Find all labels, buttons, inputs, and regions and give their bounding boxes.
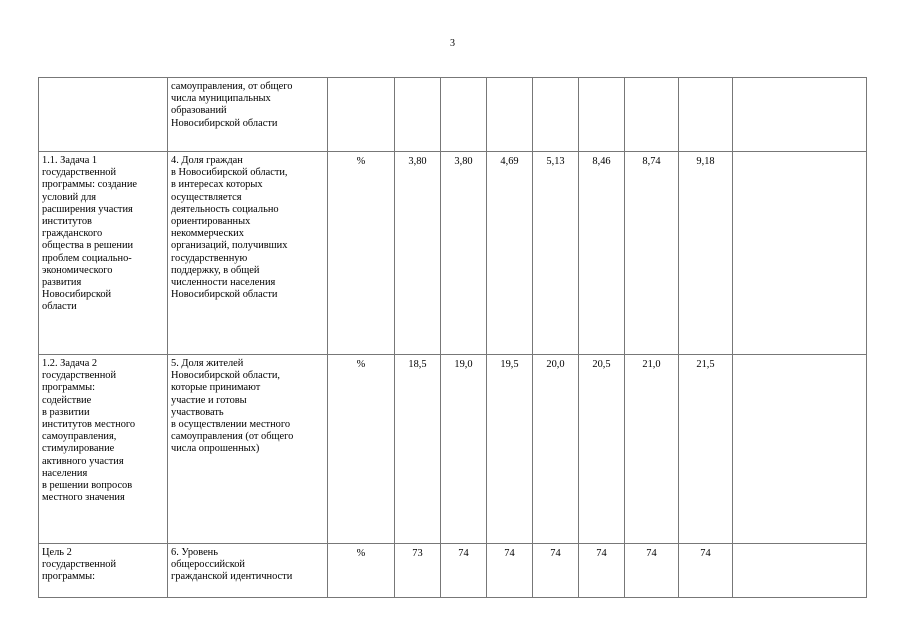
value-cell: 9,18 <box>679 152 733 355</box>
indicator-cell: 5. Доля жителей Новосибирской области, которые принимают участие и готовы участвовать в осуществлении местного самоуправления (от общего числа опрошенных) <box>168 355 328 544</box>
value-cell: 21,5 <box>679 355 733 544</box>
goal-cell: 1.1. Задача 1 государственной программы: создание условий для расширения участия институтов гражданского общества в решении проблем социально- экономического развития Новосибирской области <box>39 152 168 355</box>
unit-cell: % <box>328 355 395 544</box>
value-cell: 74 <box>441 544 487 598</box>
value-cell: 74 <box>679 544 733 598</box>
unit-cell: % <box>328 152 395 355</box>
note-cell <box>733 152 867 355</box>
indicator-cell: 6. Уровень общероссийской гражданской идентичности <box>168 544 328 598</box>
indicators-table <box>38 77 867 598</box>
indicator-cell: 4. Доля граждан в Новосибирской области, в интересах которых осуществляется деятельность социально ориентированных некоммерческих организаций, получивших государственную поддержку, в общей численности населения Новосибирской области <box>168 152 328 355</box>
value-cell: 73 <box>395 544 441 598</box>
value-cell: 5,13 <box>533 152 579 355</box>
goal-cell: 1.2. Задача 2 государственной программы: содействие в развитии институтов местного самоуправления, стимулирование активного участия населения в решении вопросов местного значения <box>39 355 168 544</box>
value-cell: 74 <box>533 544 579 598</box>
value-cell: 8,46 <box>579 152 625 355</box>
table-row <box>39 355 867 544</box>
value-cell: 18,5 <box>395 355 441 544</box>
value-cell: 19,5 <box>487 355 533 544</box>
page-number: 3 <box>450 38 455 49</box>
value-cell <box>441 78 487 152</box>
goal-cell: Цель 2 государственной программы: <box>39 544 168 598</box>
goal-cell <box>39 78 168 152</box>
value-cell <box>395 78 441 152</box>
value-cell: 21,0 <box>625 355 679 544</box>
value-cell <box>533 78 579 152</box>
value-cell <box>487 78 533 152</box>
unit-cell <box>328 78 395 152</box>
value-cell: 20,0 <box>533 355 579 544</box>
table-row <box>39 78 867 152</box>
value-cell <box>679 78 733 152</box>
table-row <box>39 544 867 598</box>
value-cell: 3,80 <box>441 152 487 355</box>
value-cell: 20,5 <box>579 355 625 544</box>
value-cell: 74 <box>487 544 533 598</box>
table-row <box>39 152 867 355</box>
value-cell <box>625 78 679 152</box>
note-cell <box>733 355 867 544</box>
value-cell <box>579 78 625 152</box>
value-cell: 4,69 <box>487 152 533 355</box>
value-cell: 19,0 <box>441 355 487 544</box>
value-cell: 74 <box>625 544 679 598</box>
note-cell <box>733 78 867 152</box>
value-cell: 3,80 <box>395 152 441 355</box>
value-cell: 8,74 <box>625 152 679 355</box>
unit-cell: % <box>328 544 395 598</box>
value-cell: 74 <box>579 544 625 598</box>
note-cell <box>733 544 867 598</box>
indicator-cell: самоуправления, от общего числа муниципальных образований Новосибирской области <box>168 78 328 152</box>
